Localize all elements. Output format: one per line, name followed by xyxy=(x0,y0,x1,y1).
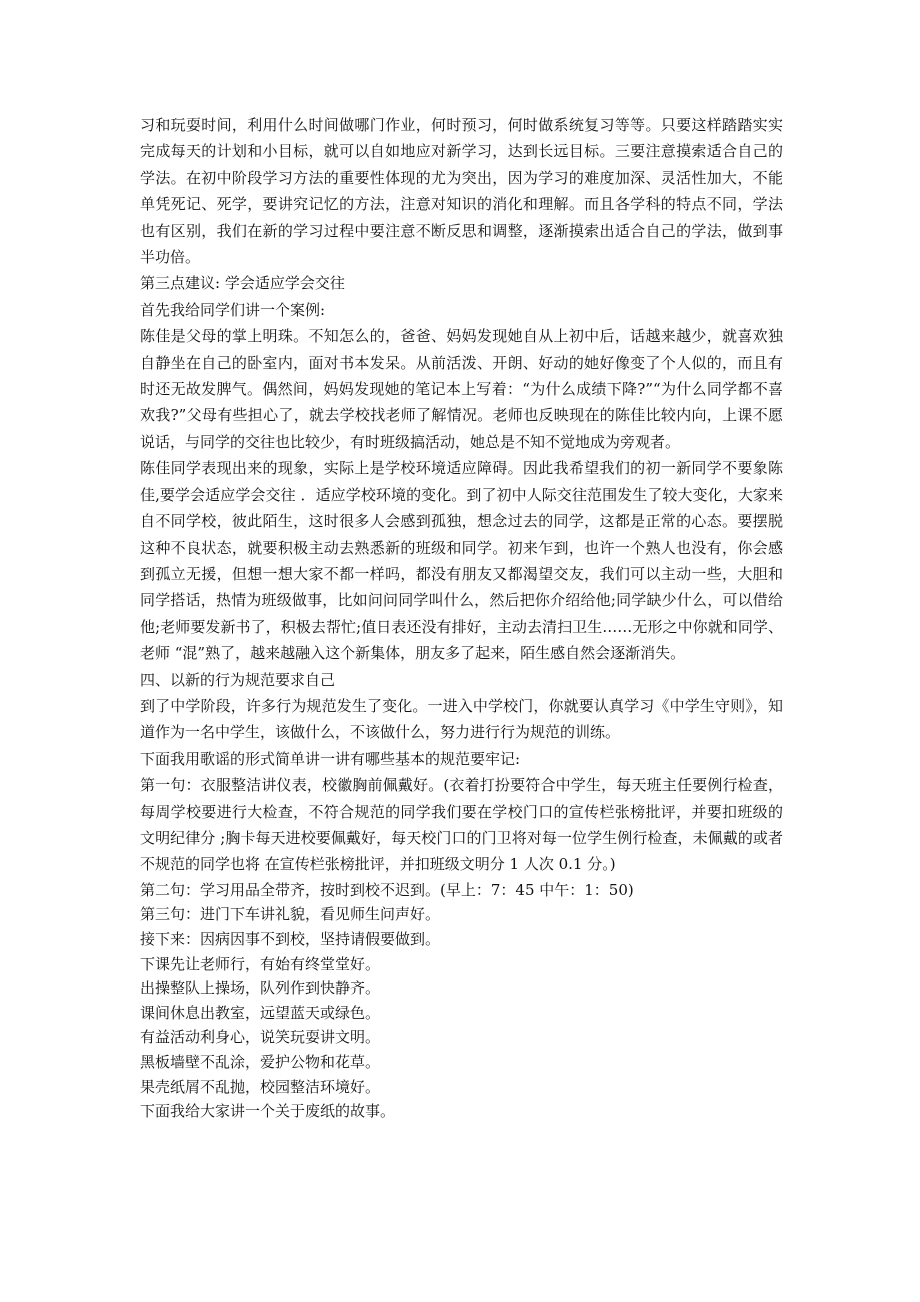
ballad-line: 黑板墙壁不乱涂，爱护公物和花草。 xyxy=(140,1052,381,1071)
paragraph-rule-two: 第二句：学习用品全带齐，按时到校不迟到。(早上：7：45 中午：1：50) xyxy=(140,880,634,899)
paragraph-rule-three: 第三句：进门下车讲礼貌，看见师生问声好。 xyxy=(140,905,441,924)
ballad-line: 出操整队上操场，队列作到快静齐。 xyxy=(140,979,381,998)
paragraph-ballad-intro: 下面我用歌谣的形式简单讲一讲有哪些基本的规范要牢记: xyxy=(140,749,521,768)
ballad-line: 有益活动利身心，说笑玩耍讲文明。 xyxy=(140,1028,381,1047)
ballad-line: 接下来：因病因事不到校，坚持请假要做到。 xyxy=(140,929,441,948)
ballad-line: 课间休息出教室，远望蓝天或绿色。 xyxy=(140,1003,381,1022)
heading-section-four: 四、以新的行为规范要求自己 xyxy=(140,670,336,689)
document-page xyxy=(140,112,783,1124)
paragraph-behavior-norms: 到了中学阶段，许多行为规范发生了变化。一进入中学校门，你就要认真学习《中学生守则》，知道作为一名中学生，该做什么，不该做什么，努力进行行为规范的训练。 xyxy=(140,696,783,742)
ballad-line: 果壳纸屑不乱抛，校园整洁环境好。 xyxy=(140,1077,381,1096)
paragraph-case-intro: 首先我给同学们讲一个案例: xyxy=(140,300,326,319)
paragraph-adaptation: 陈佳同学表现出来的现象，实际上是学校环境适应障碍。因此我希望我们的初一新同学不要象陈佳,要学会适应学会交往 ．适应学校环境的变化。到了初中人际交往范围发生了较大变化，大家来自不同学校，彼此陌生，这时很多人会感到孤独，想念过去的同学，这都是正常的心态。要摆脱这种不良状态，就要积极主动去熟悉新的班级和同学。初来乍到，也许一个熟人也没有，你会感到孤立无援，但想一想大家不都一样吗，都没有朋友又都渴望交友，我们可以主动一些，大胆和同学搭话，热情为班级做事，比如问问同学叫什么，然后把你介绍给他;同学缺少什么，可以借给他;老师要发新书了，积极去帮忙;值日表还没有排好，主动去清扫卫生……无形之中你就和同学、老师 “混”熟了，越来越融入这个新集体，朋友多了起来，陌生感自然会逐渐消失。 xyxy=(140,459,783,663)
paragraph-rule-one: 第一句：衣服整洁讲仪表，校徽胸前佩戴好。(衣着打扮要符合中学生，每天班主任要例行检查，每周学校要进行大检查，不符合规范的同学我们要在学校门口的宣传栏张榜批评，并要扣班级的文明纪律分 ;胸卡每天进校要佩戴好，每天校门口的门卫将对每一位学生例行检查，未佩戴的或者不规范的同学也将 在宣传栏张榜批评，并扣班级文明分 1 人次 0.1 分。) xyxy=(140,776,783,874)
paragraph-waste-paper-story: 下面我给大家讲一个关于废纸的故事。 xyxy=(140,1102,396,1121)
ballad-line: 下课先让老师行，有始有终堂堂好。 xyxy=(140,954,381,973)
paragraph-study-methods: 习和玩耍时间，利用什么时间做哪门作业，何时预习，何时做系统复习等等。只要这样踏踏实实完成每天的计划和小目标，就可以自如地应对新学习，达到长远目标。三要注意摸索适合自己的学法。在初中阶段学习方法的重要性体现的尤为突出，因为学习的难度加深、灵活性加大，不能单凭死记、死学，要讲究记忆的方法，注意对知识的消化和理解。而且各学科的特点不同，学法也有区别，我们在新的学习过程中要注意不断反思和调整，逐渐摸索出适合自己的学法，做到事半功倍。 xyxy=(140,116,783,267)
paragraph-case-chenjia: 陈佳是父母的掌上明珠。不知怎么的，爸爸、妈妈发现她自从上初中后，话越来越少，就喜欢独自静坐在自己的卧室内，面对书本发呆。从前活泼、开朗、好动的她好像变了个人似的，而且有时还无故发脾气。偶然间，妈妈发现她的笔记本上写着：“为什么成绩下降?”“为什么同学都不喜欢我?”父母有些担心了，就去学校找老师了解情况。老师也反映现在的陈佳比较内向，上课不愿说话，与同学的交往也比较少，有时班级搞活动，她总是不知不觉地成为旁观者。 xyxy=(140,327,783,451)
heading-third-suggestion: 第三点建议: 学会适应学会交往 xyxy=(140,274,345,293)
